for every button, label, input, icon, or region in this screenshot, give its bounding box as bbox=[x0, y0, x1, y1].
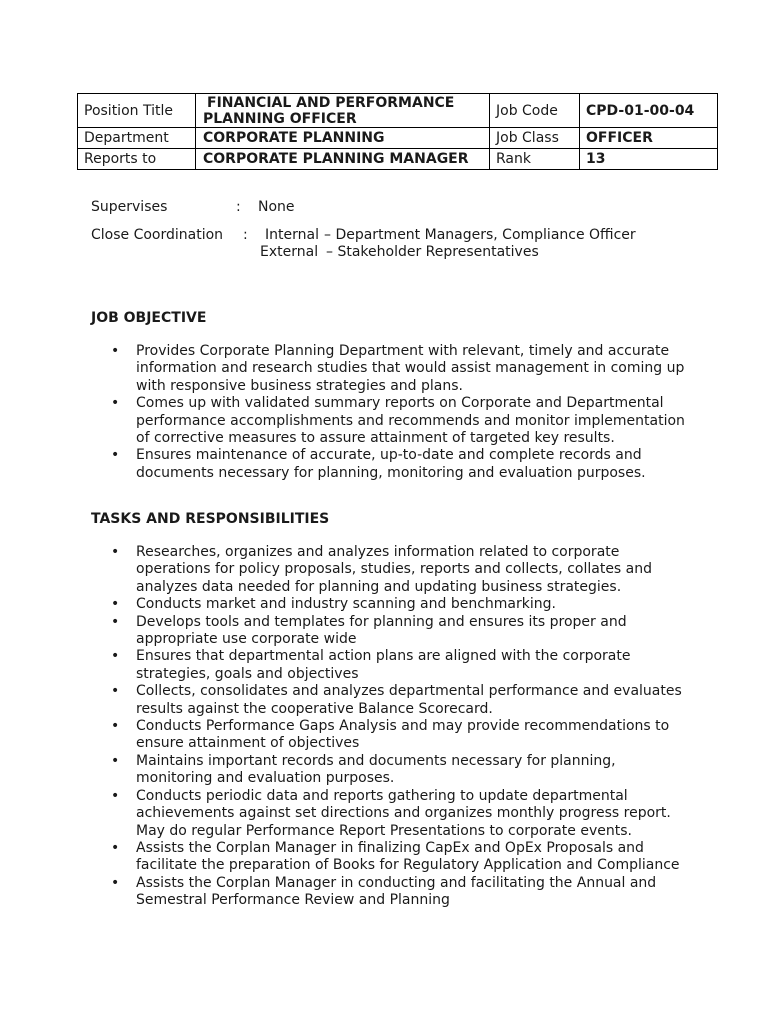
table-row bbox=[78, 149, 718, 170]
internal-value: – Department Managers, Compliance Officer bbox=[324, 227, 636, 243]
job-objective-list bbox=[91, 343, 691, 482]
list-item bbox=[91, 648, 691, 683]
bullet-icon: • bbox=[111, 343, 120, 359]
bullet-icon: • bbox=[111, 683, 120, 700]
position-title-value bbox=[196, 94, 490, 128]
supervises-sep: : bbox=[236, 199, 241, 215]
list-item-text: Provides Corporate Planning Department with relevant, timely and accurate information and research studies that would assist management in coming up with responsive business strategies and plans. bbox=[136, 343, 685, 394]
list-item bbox=[91, 753, 691, 788]
list-item-text: Ensures that departmental action plans are aligned with the corporate strategies, goals and objectives bbox=[136, 648, 631, 682]
list-item bbox=[91, 343, 691, 395]
bullet-icon: • bbox=[111, 752, 120, 769]
list-item-text: Collects, consolidates and analyzes departmental performance and evaluates results against the cooperative Balance Scorecard. bbox=[136, 683, 682, 717]
position-info-table bbox=[77, 93, 718, 170]
external-line bbox=[260, 244, 539, 261]
rank-label: Rank bbox=[490, 149, 580, 170]
bullet-icon: • bbox=[111, 839, 120, 856]
list-item-text: Conducts Performance Gaps Analysis and may provide recommendations to ensure attainment of objectives bbox=[136, 718, 670, 752]
position-title-line1: FINANCIAL AND PERFORMANCE bbox=[207, 94, 455, 111]
internal-label: Internal bbox=[265, 227, 319, 243]
reports-to-value: CORPORATE PLANNING MANAGER bbox=[196, 149, 490, 170]
list-item-text: Comes up with validated summary reports on Corporate and Departmental performance accomplishments and recommends and monitor implementation of corrective measures to assure attainment of targeted key results. bbox=[136, 395, 685, 447]
department-value: CORPORATE PLANNING bbox=[196, 128, 490, 149]
rank-value: 13 bbox=[580, 149, 718, 170]
bullet-icon: • bbox=[111, 395, 120, 412]
list-item bbox=[91, 683, 691, 718]
bullet-icon: • bbox=[111, 447, 120, 464]
list-item-text: Develops tools and templates for planning and ensures its proper and appropriate use corporate wide bbox=[136, 613, 627, 648]
list-item bbox=[91, 614, 691, 649]
coordination-sep: : bbox=[243, 227, 248, 243]
tasks-heading: TASKS AND RESPONSIBILITIES bbox=[91, 511, 330, 527]
list-item bbox=[91, 447, 691, 482]
list-item-text: Conducts market and industry scanning and benchmarking. bbox=[136, 596, 556, 613]
list-item bbox=[91, 544, 691, 596]
job-objective-heading: JOB OBJECTIVE bbox=[91, 310, 207, 326]
external-label: External bbox=[260, 244, 319, 260]
table-row bbox=[78, 94, 718, 128]
bullet-icon: • bbox=[111, 596, 120, 613]
supervises-label: Supervises bbox=[91, 199, 168, 215]
list-item bbox=[91, 596, 691, 613]
bullet-icon: • bbox=[111, 787, 120, 804]
list-item-text: Assists the Corplan Manager in conducting and facilitating the Annual and Semestral Performance Review and Planning bbox=[136, 874, 657, 909]
bullet-icon: • bbox=[111, 718, 120, 735]
job-code-value: CPD-01-00-04 bbox=[580, 94, 718, 128]
list-item-text: Maintains important records and documents necessary for planning, monitoring and evaluation purposes. bbox=[136, 752, 616, 787]
supervises-line bbox=[91, 199, 295, 216]
table-row bbox=[78, 128, 718, 149]
list-item-text: Ensures maintenance of accurate, up-to-date and complete records and documents necessary for planning, monitoring and evaluation purposes. bbox=[136, 447, 646, 481]
list-item bbox=[91, 788, 691, 840]
list-item bbox=[91, 718, 691, 753]
list-item bbox=[91, 840, 691, 875]
list-item bbox=[91, 875, 691, 910]
coordination-label: Close Coordination bbox=[91, 227, 224, 243]
list-item bbox=[91, 395, 691, 447]
bullet-icon: • bbox=[111, 648, 120, 665]
supervises-value: None bbox=[258, 199, 295, 215]
bullet-icon: • bbox=[111, 613, 120, 630]
bullet-icon: • bbox=[111, 544, 120, 560]
list-item-text: Conducts periodic data and reports gathering to update departmental achievements against set directions and organizes monthly progress report. May do regular Performance Report Presentations to corporate events. bbox=[136, 787, 671, 839]
bullet-icon: • bbox=[111, 874, 120, 891]
coordination-line bbox=[91, 227, 636, 244]
position-title-label: Position Title bbox=[78, 94, 196, 128]
department-label: Department bbox=[78, 128, 196, 149]
reports-to-label: Reports to bbox=[78, 149, 196, 170]
list-item-text: Researches, organizes and analyzes information related to corporate operations for policy proposals, studies, reports and collects, collates and analyzes data needed for planning and updating business strategies. bbox=[136, 544, 653, 595]
position-title-line2: PLANNING OFFICER bbox=[203, 110, 357, 127]
list-item-text: Assists the Corplan Manager in finalizing CapEx and OpEx Proposals and facilitate the preparation of Books for Regulatory Application and Compliance bbox=[136, 839, 680, 874]
job-class-value: OFFICER bbox=[580, 128, 718, 149]
job-class-label: Job Class bbox=[490, 128, 580, 149]
tasks-list bbox=[91, 544, 691, 910]
external-value: – Stakeholder Representatives bbox=[326, 244, 539, 260]
job-code-label: Job Code bbox=[490, 94, 580, 128]
